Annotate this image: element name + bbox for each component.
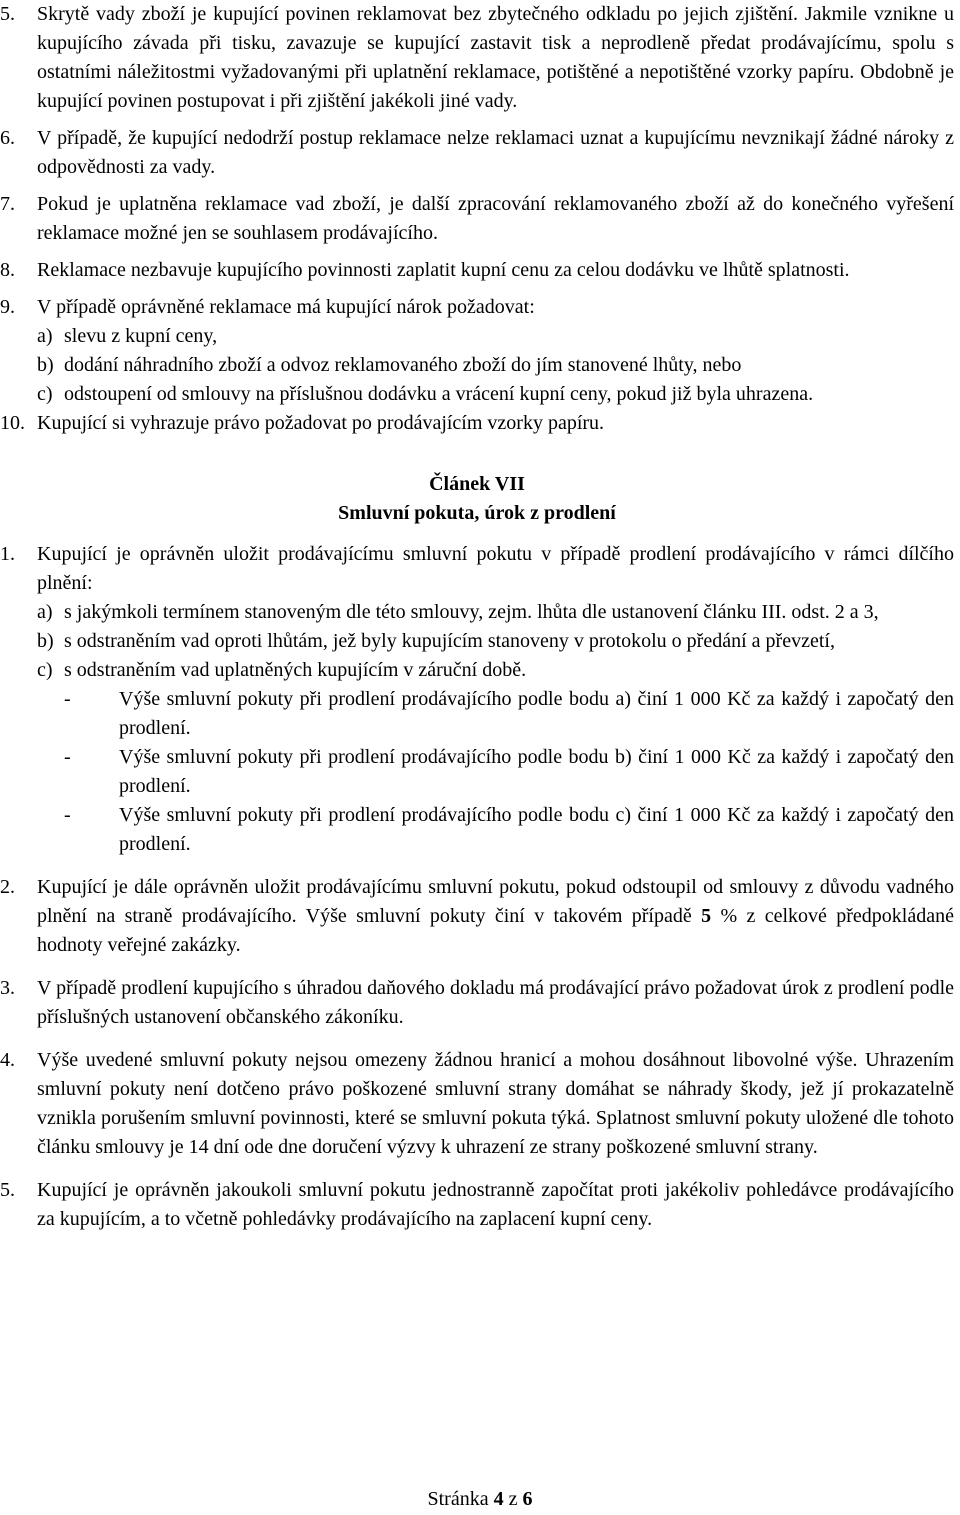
sub-item-mark: b) [37, 630, 54, 652]
sub-item [37, 627, 954, 656]
dash-text: Výše smluvní pokuty při prodlení prodávajícího podle bodu a) činí 1 000 Kč za každý i započatý den prodlení. [119, 688, 954, 739]
clause-6 [0, 124, 954, 182]
clause-text: Skrytě vady zboží je kupující povinen reklamovat bez zbytečného odkladu po jejich zjištění. Jakmile vznikne u kupujícího závada při tisku, zavazuje se kupující zastavit tisk a neprodleně předat prodávajícímu, spolu s ostatními náležitostmi vyžadovanými při uplatnění reklamace, potištěné a nepotištěné vzorky papíru. Obdobně je kupující povinen postupovat i při zjištění jakékoli jiné vady. [37, 3, 954, 112]
clause-number: 5. [0, 1179, 15, 1201]
article-clause-1 [0, 540, 954, 859]
sub-item-mark: a) [37, 325, 53, 347]
sub-item [37, 598, 954, 627]
article-clause-2 [0, 873, 954, 960]
clause-text: Kupující je oprávněn jakoukoli smluvní pokutu jednostranně započítat proti jakékoliv pohledávce prodávajícího za kupujícím, a to včetně pohledávky prodávajícího na zaplacení kupní ceny. [37, 1179, 954, 1230]
sub-item-mark: b) [37, 354, 54, 376]
sub-item-text: s odstraněním vad oproti lhůtám, jež byly kupujícím stanoveny v protokolu o předání a převzetí, [64, 630, 835, 652]
page-footer [0, 1487, 960, 1511]
page-separator: z [503, 1488, 523, 1510]
clause-text: V případě oprávněné reklamace má kupující nárok požadovat: [37, 296, 535, 318]
article-clause-5 [0, 1176, 954, 1234]
clause-8 [0, 256, 954, 285]
clause-number: 2. [0, 876, 15, 898]
dash-item [64, 801, 954, 859]
sub-item-text: slevu z kupní ceny, [64, 325, 218, 347]
clause-number: 8. [0, 259, 15, 281]
clause-number: 9. [0, 296, 15, 318]
clause-text: V případě prodlení kupujícího s úhradou daňového dokladu má prodávající právo požadovat úrok z prodlení podle příslušných ustanovení občanského zákoníku. [37, 977, 954, 1028]
page-total: 6 [522, 1488, 533, 1510]
dash-mark: - [64, 746, 71, 768]
sub-item-text: dodání náhradního zboží a odvoz reklamovaného zboží do jím stanovené lhůty, nebo [64, 354, 742, 376]
clause-number: 10. [0, 412, 25, 434]
dash-item [64, 685, 954, 743]
sub-item-text: s jakýmkoli termínem stanoveným dle této smlouvy, zejm. lhůta dle ustanovení článku III. odst. 2 a 3, [64, 601, 879, 623]
sub-item-text: s odstraněním vad uplatněných kupujícím v záruční době. [64, 659, 527, 681]
clause-number: 4. [0, 1049, 15, 1071]
clause-7 [0, 190, 954, 248]
penalty-percent: 5 [701, 905, 712, 927]
clause-text: Reklamace nezbavuje kupujícího povinnosti zaplatit kupní cenu za celou dodávku ve lhůtě splatnosti. [37, 259, 850, 281]
clause-number: 3. [0, 977, 15, 999]
dash-text: Výše smluvní pokuty při prodlení prodávajícího podle bodu b) činí 1 000 Kč za každý i započatý den prodlení. [119, 746, 954, 797]
clause-text: Kupující je dále oprávněn uložit prodávajícímu smluvní pokutu, pokud odstoupil od smlouvy z důvodu vadného plnění na straně prodávajícího. Výše smluvní pokuty činí v takovém případě 5 % z celkové předpokládané hodnoty veřejné zakázky. [37, 876, 954, 956]
dash-text: Výše smluvní pokuty při prodlení prodávajícího podle bodu c) činí 1 000 Kč za každý i započatý den prodlení. [119, 804, 954, 855]
page-current: 4 [493, 1488, 504, 1510]
dash-mark: - [64, 804, 71, 826]
clause-text: Kupující je oprávněn uložit prodávajícímu smluvní pokutu v případě prodlení prodávajícího v rámci dílčího plnění: [37, 543, 954, 594]
clause-number: 6. [0, 127, 15, 149]
clause-text: Pokud je uplatněna reklamace vad zboží, je další zpracování reklamovaného zboží až do konečného vyřešení reklamace možné jen se souhlasem prodávajícího. [37, 193, 954, 244]
sub-item-mark: c) [37, 659, 53, 681]
clause-10 [0, 409, 954, 438]
clause-text: V případě, že kupující nedodrží postup reklamace nelze reklamaci uznat a kupujícímu nevznikají žádné nároky z odpovědnosti za vady. [37, 127, 954, 178]
dash-mark: - [64, 688, 71, 710]
sub-item [37, 380, 954, 409]
page-label: Stránka [427, 1488, 494, 1510]
sub-item-mark: c) [37, 383, 53, 405]
clause-5 [0, 0, 954, 116]
article-clause-3 [0, 974, 954, 1032]
clause-number: 7. [0, 193, 15, 215]
dash-item [64, 743, 954, 801]
sub-item [37, 351, 954, 380]
clause-number: 1. [0, 543, 15, 565]
sub-item-mark: a) [37, 601, 53, 623]
clause-text: Výše uvedené smluvní pokuty nejsou omezeny žádnou hranicí a mohou dosáhnout libovolné výše. Uhrazením smluvní pokuty není dotčeno právo poškozené smluvní strany domáhat se náhrady škody, jež jí prokazatelně vznikla porušením smluvní povinnosti, které se smluvní pokuta týká. Splatnost smluvní pokuty uložené dle tohoto článku smlouvy je 14 dní ode dne doručení výzvy k uhrazení ze strany poškozené smluvní strany. [37, 1049, 954, 1158]
article-clause-4 [0, 1046, 954, 1162]
sub-item-text: odstoupení od smlouvy na příslušnou dodávku a vrácení kupní ceny, pokud již byla uhrazena. [64, 383, 814, 405]
article-title: Článek VII [429, 473, 525, 495]
clause-9 [0, 293, 954, 409]
clause-text: Kupující si vyhrazuje právo požadovat po prodávajícím vzorky papíru. [37, 412, 605, 434]
sub-item [37, 656, 954, 685]
article-subtitle: Smluvní pokuta, úrok z prodlení [338, 502, 616, 524]
sub-item [37, 322, 954, 351]
clause-number: 5. [0, 3, 15, 25]
